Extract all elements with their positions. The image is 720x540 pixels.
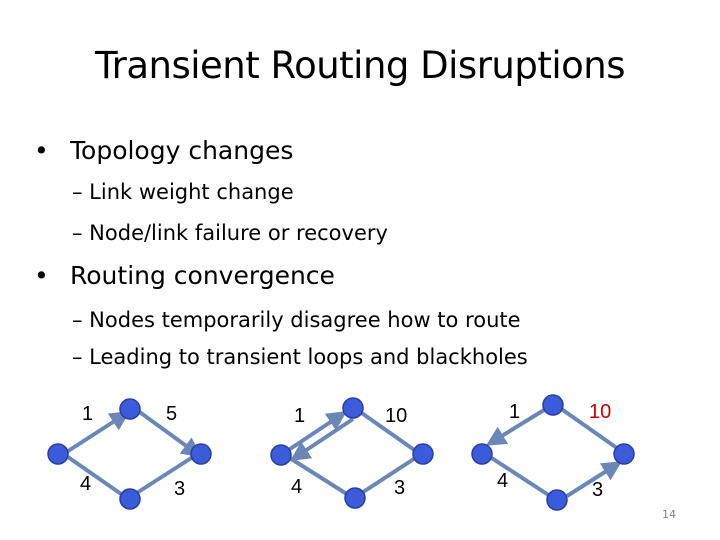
router-node: [472, 444, 492, 464]
link-weight: 3: [394, 477, 406, 499]
link-weight: 1: [509, 401, 521, 423]
bullet-text: Topology changes: [70, 136, 294, 165]
diagram-3: [472, 395, 634, 510]
slide-title: Transient Routing Disruptions: [94, 44, 625, 87]
router-node: [191, 444, 211, 464]
router-node: [614, 444, 634, 464]
link-weight: 3: [592, 479, 604, 501]
bullet-text: Routing convergence: [70, 261, 335, 290]
link: [132, 455, 196, 496]
link-weight: 4: [497, 470, 509, 492]
link-weight: 4: [80, 473, 92, 495]
router-node: [48, 444, 68, 464]
router-node: [343, 398, 363, 418]
router-node: [345, 488, 365, 508]
link-arrow: [65, 415, 124, 453]
diagram-2: [271, 398, 433, 508]
link-weight: 4: [291, 476, 303, 498]
link-weight: 1: [82, 403, 94, 425]
router-node: [547, 490, 567, 510]
sub-bullet: – Node/link failure or recovery: [72, 221, 388, 245]
link: [65, 455, 124, 496]
slide-number: 14: [662, 508, 676, 521]
router-node: [271, 445, 291, 465]
link-weight: 3: [174, 478, 186, 500]
link-weight: 1: [294, 405, 306, 427]
bullet-glyph: •: [34, 136, 49, 165]
link: [357, 455, 420, 496]
sub-bullet: – Leading to transient loops and blackholes: [72, 345, 528, 369]
link-weight: 5: [166, 403, 178, 425]
diagram-1: [48, 399, 211, 509]
router-node: [120, 399, 140, 419]
bullet-glyph: •: [34, 261, 49, 290]
link-weight-changed: 10: [589, 401, 612, 423]
sub-bullet: – Link weight change: [72, 180, 294, 204]
sub-bullet: – Nodes temporarily disagree how to route: [72, 308, 521, 332]
link-arrow: [134, 408, 196, 453]
router-node: [413, 444, 433, 464]
router-node: [120, 489, 140, 509]
router-node: [543, 395, 563, 415]
link-weight: 10: [385, 405, 408, 427]
